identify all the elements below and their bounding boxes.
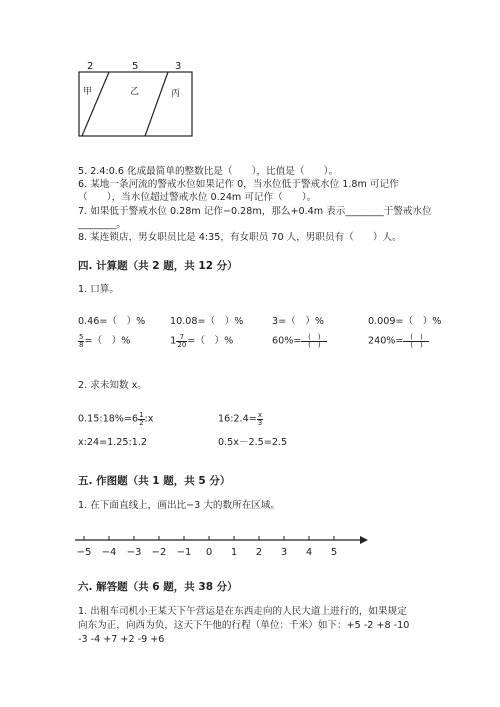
question-5: 5. 2.4:0.6 化成最简单的整数比是（ ），比值是（ ）。 xyxy=(78,166,339,177)
figure-top-label: 3 xyxy=(175,61,182,72)
oral-calc-item-percent-to-fraction: 240%= $\frac{( )}{( )}$ xyxy=(368,334,429,349)
fraction: $\frac{5}{8}$ xyxy=(79,333,84,349)
fraction: $\frac{7}{20}$ xyxy=(177,333,187,349)
oral-calc-item: 0.46=（ ）% xyxy=(78,316,146,327)
number-line-label: −2 xyxy=(151,547,167,558)
equation-1: 0.15:18%=6 $\frac{1}{2}$ :x xyxy=(78,411,154,427)
section-4-sub-2: 2. 求未知数 x。 xyxy=(78,380,147,391)
question-7-line-1: 7. 如果低于警戒水位 0.28m 记作−0.28m，那么+0.4m 表示________于警戒水位 xyxy=(78,206,432,217)
number-line-label: 0 xyxy=(205,547,213,558)
section-5-sub-1: 1. 在下面直线上，画出比−3 大的数所在区域。 xyxy=(78,500,281,511)
question-6-line-2: （ ），当水位超过警戒水位 0.24m 可记作（ ）。 xyxy=(78,192,317,203)
oral-calc-item: 10.08=（ ）% xyxy=(170,316,244,327)
number-line-label: −4 xyxy=(101,547,117,558)
number-line[interactable] xyxy=(70,530,370,560)
section-6-question-1-line-2: 向东为正，向西为负，这天下午他的行程（单位：千米）如下：+5 -2 +8 -10 xyxy=(78,620,410,631)
oral-calc-item-mixed: 1 $\frac{7}{20}$ =（ ）% xyxy=(170,333,234,349)
question-8: 8. 某连锁店，男女职员比是 4:35，有女职员 70 人，男职员有（ ）人。 xyxy=(78,232,402,243)
number-line-label: 3 xyxy=(280,547,288,558)
blank-fraction: $\frac{( )}{( )}$ xyxy=(403,334,429,349)
section-6-question-1-line-3: -3 -4 +7 +2 -9 +6 xyxy=(78,634,165,645)
section-6-heading: 六. 解答题（共 6 题，共 38 分） xyxy=(78,581,238,593)
region-label-jia: 甲 xyxy=(83,87,93,97)
number-line-label: −3 xyxy=(126,547,142,558)
equation-4: 0.5x－2.5=2.5 xyxy=(218,437,288,448)
equation-2: 16:2.4= $\frac{x}{3}$ xyxy=(218,411,263,427)
section-5-heading: 五. 作图题（共 1 题，共 5 分） xyxy=(78,475,231,487)
number-line-label: 5 xyxy=(330,547,338,558)
oral-calc-item-fraction: $\frac{5}{8}$ =（ ）% xyxy=(79,333,131,349)
question-7-line-2: ________。 xyxy=(78,219,126,230)
section-4-sub-1: 1. 口算。 xyxy=(78,284,119,295)
oral-calc-item: 0.009=（ ）% xyxy=(368,316,442,327)
oral-calc-item: 3=（ ）% xyxy=(272,316,325,327)
oral-calc-item-percent-to-fraction: 60%= $\frac{( )}{( )}$ xyxy=(272,334,327,349)
number-line-label: 1 xyxy=(230,547,238,558)
number-line-label: 2 xyxy=(255,547,263,558)
number-line-label: 4 xyxy=(305,547,313,558)
number-line-label: −5 xyxy=(76,547,92,558)
blank-fraction: $\frac{( )}{( )}$ xyxy=(301,334,327,349)
number-line-label: −1 xyxy=(176,547,192,558)
fraction: $\frac{x}{3}$ xyxy=(257,411,263,427)
figure-top-label: 5 xyxy=(132,61,139,72)
figure-top-label: 2 xyxy=(87,61,94,72)
question-6-line-1: 6. 某地一条河流的警戒水位如果记作 0，当水位低于警戒水位 1.8m 可记作 xyxy=(78,179,399,190)
section-4-heading: 四. 计算题（共 2 题，共 12 分） xyxy=(78,260,238,272)
equation-3: x:24=1.25:1.2 xyxy=(78,437,148,448)
region-label-yi: 乙 xyxy=(130,87,140,97)
fraction: $\frac{1}{2}$ xyxy=(139,411,144,427)
section-6-question-1-line-1: 1. 出租车司机小王某天下午营运是在东西走向的人民大道上进行的，如果规定 xyxy=(78,606,407,617)
partition-figure xyxy=(70,58,200,143)
region-label-bing: 丙 xyxy=(171,89,181,99)
